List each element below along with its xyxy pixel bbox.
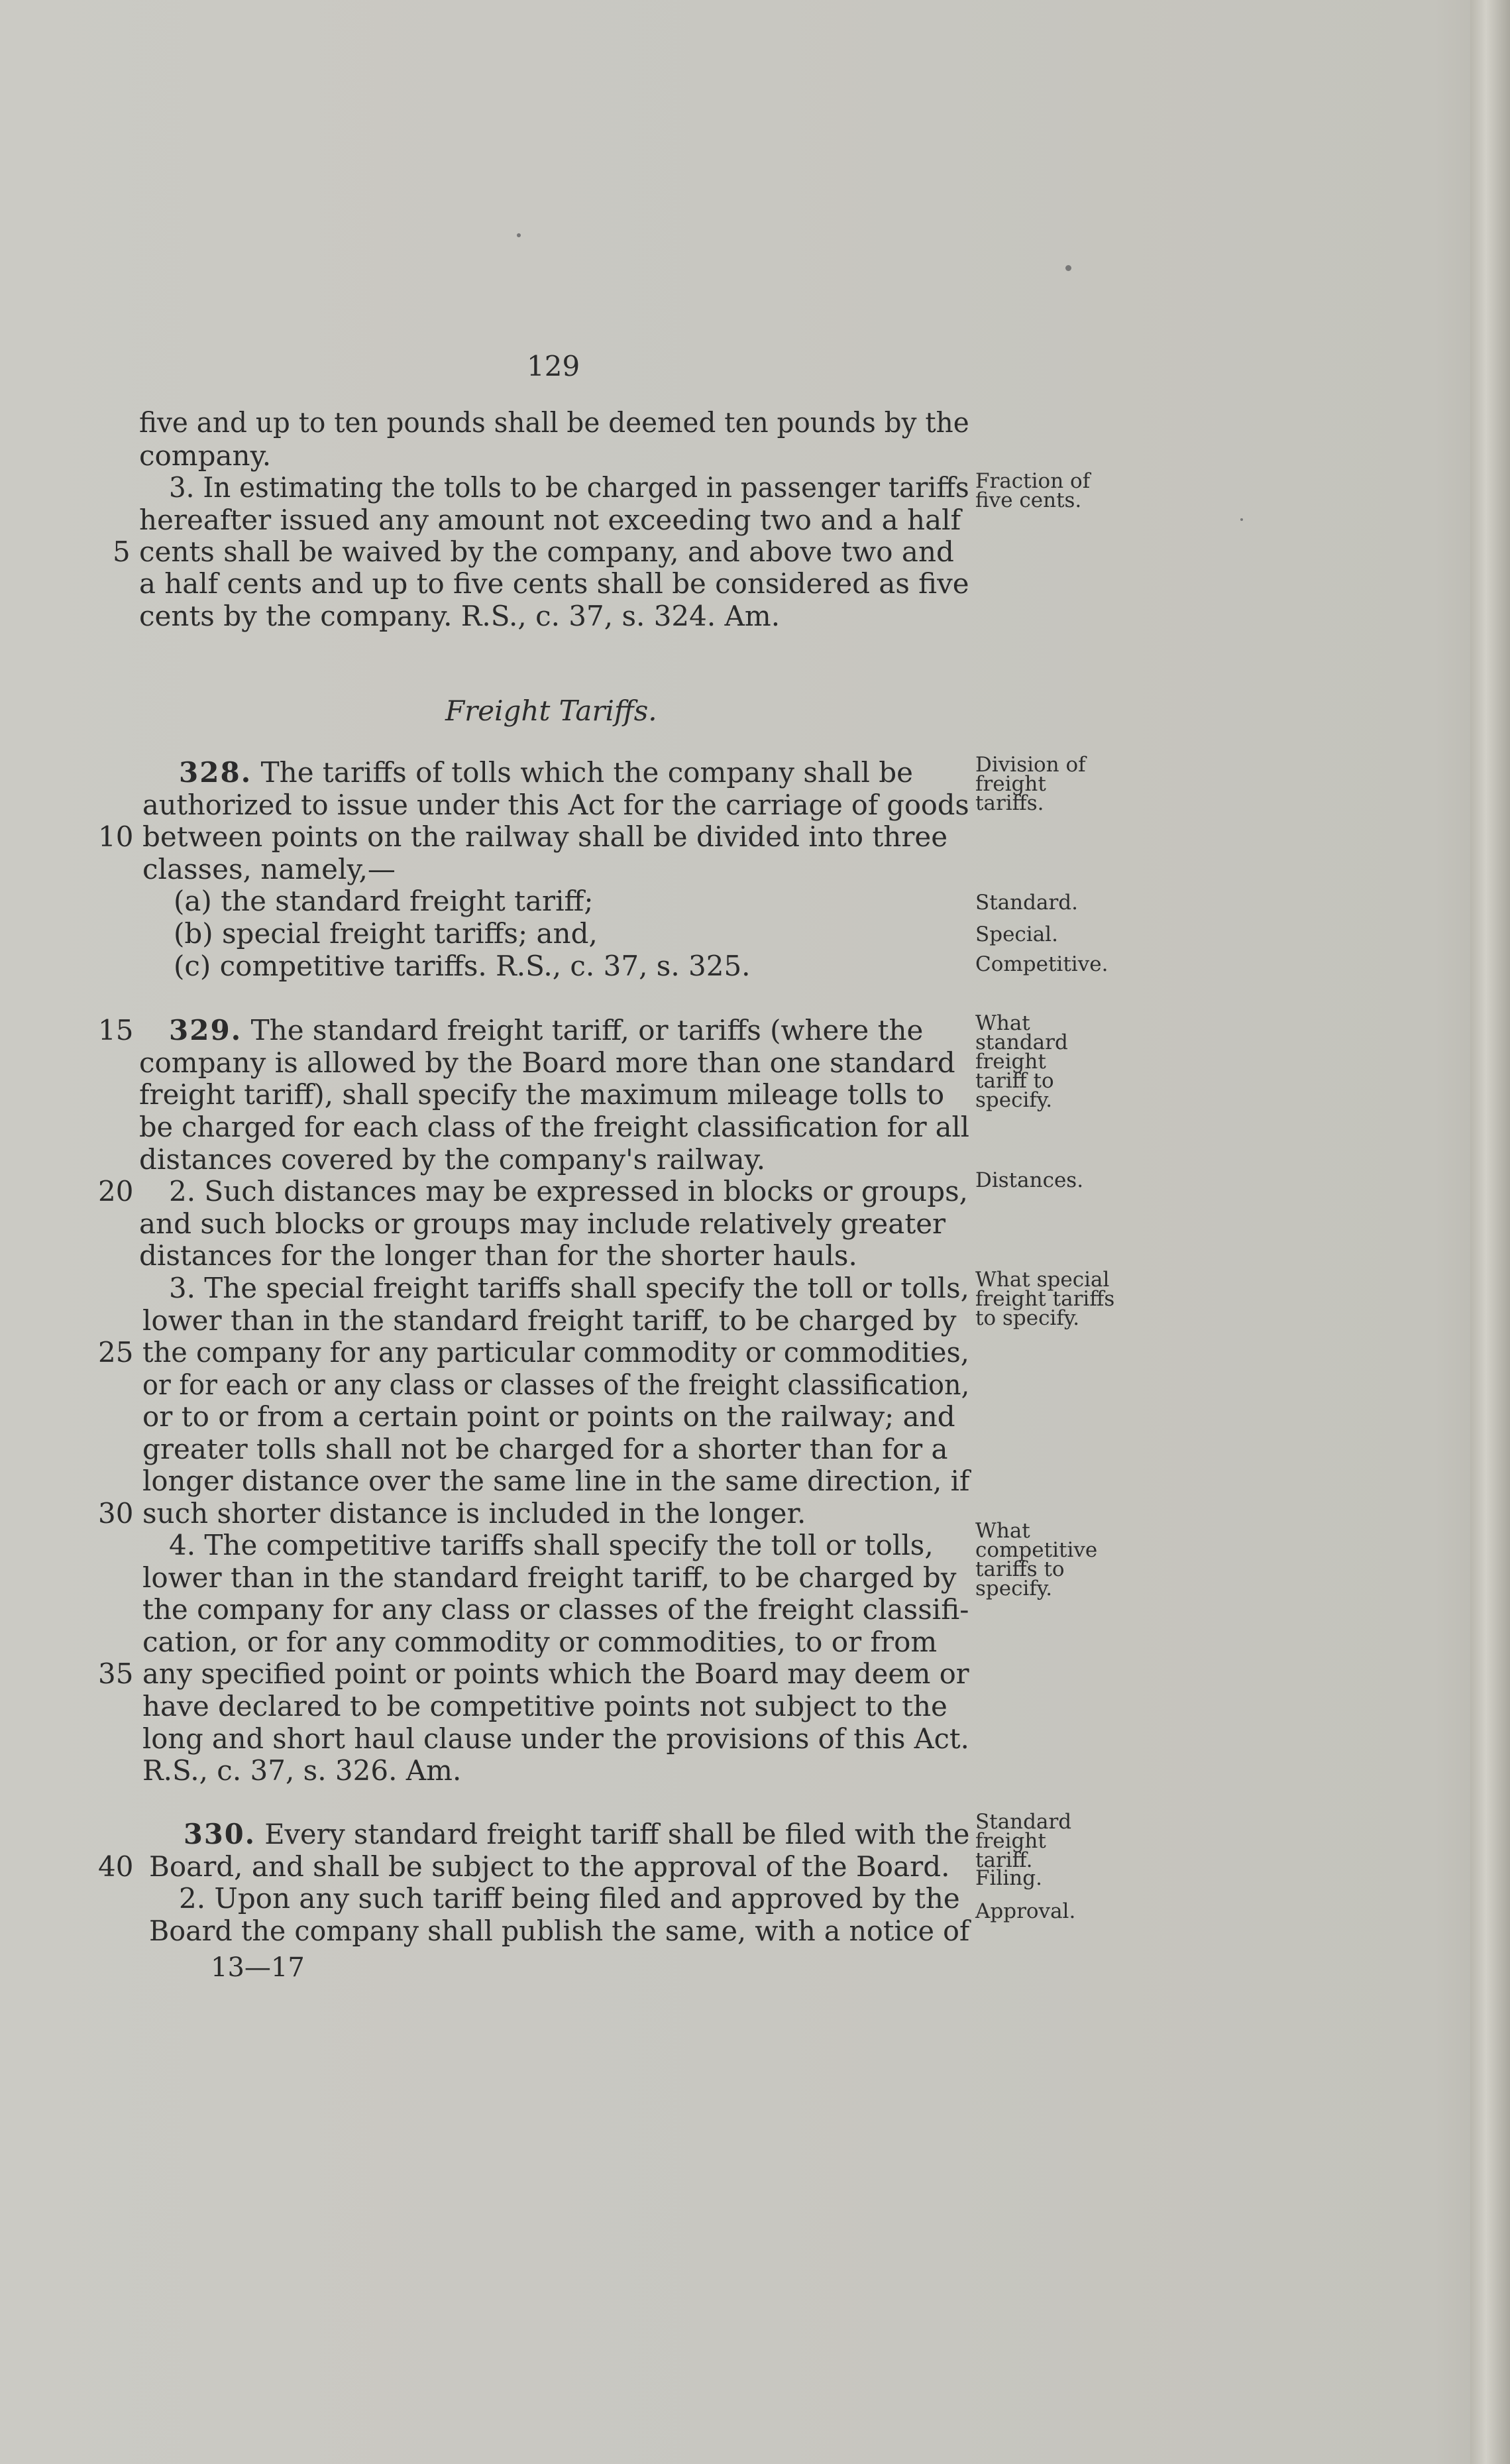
speck [517, 233, 521, 237]
text-line [142, 1402, 969, 1432]
speck [1240, 518, 1243, 521]
margin-note-line: tariff to [975, 1069, 1054, 1093]
text-line [169, 1176, 969, 1207]
section-number: 329. [169, 1014, 243, 1046]
line-text: distances covered by the company's railway. [139, 1143, 766, 1176]
line-text: cents shall be waived by the company, and above two and [139, 535, 954, 568]
line-text: 2. Upon any such tariff being filed and approved by the [179, 1882, 960, 1915]
margin-note-line: specify. [975, 1088, 1053, 1112]
text-line [142, 822, 969, 852]
margin-note [975, 893, 1078, 913]
margin-note-line: standard [975, 1031, 1068, 1054]
line-text: or for each or any class or classes of the freight classification, [142, 1369, 970, 1401]
line-text: company. [139, 439, 272, 472]
text-line [139, 408, 969, 438]
margin-note-line: What [975, 1519, 1030, 1543]
margin-note-line: tariffs to [975, 1557, 1065, 1581]
margin-note [975, 1866, 1042, 1890]
line-text: 2. Such distances may be expressed in blocks or groups, [169, 1175, 969, 1207]
line-text: (a) the standard freight tariff; [174, 885, 594, 917]
line-text: have declared to be competitive points not subject to the [142, 1690, 947, 1722]
line-text: cents by the company. R.S., c. 37, s. 324. Am. [139, 600, 781, 632]
line-number: 5 [113, 535, 131, 568]
line-text: (c) competitive tariffs. R.S., c. 37, s. 325. [174, 950, 751, 982]
line-number: 40 [98, 1850, 134, 1883]
margin-note [975, 1899, 1076, 1923]
text-line [142, 854, 969, 885]
line-number: 15 [98, 1014, 134, 1046]
line-text: hereafter issued any amount not exceeding two and a half [139, 504, 961, 536]
text-line [139, 537, 969, 567]
text-line [149, 1916, 969, 1946]
section-heading: Freight Tariffs. [445, 695, 657, 727]
text-line [142, 1756, 969, 1786]
margin-note-line: freight tariffs [975, 1287, 1115, 1311]
margin-note-line: Fraction of [975, 469, 1091, 493]
margin-note-line: five cents. [975, 488, 1082, 512]
margin-note-line: Competitive. [975, 952, 1108, 976]
margin-note [975, 1519, 1098, 1600]
margin-note [975, 1810, 1072, 1872]
section-number: 328. [179, 756, 252, 789]
text-line [142, 1498, 969, 1529]
text-line [139, 1080, 969, 1110]
text-line [142, 1370, 969, 1400]
margin-note-line: Approval. [975, 1899, 1076, 1923]
line-number: 25 [98, 1336, 134, 1369]
text-line [139, 1048, 969, 1078]
text-line [139, 1241, 969, 1271]
text-line [139, 1145, 969, 1175]
margin-note-line: to specify. [975, 1306, 1080, 1330]
line-text: 3. In estimating the tolls to be charged in passenger tariffs [169, 471, 969, 504]
line-text: such shorter distance is included in the longer. [142, 1497, 806, 1530]
margin-note-line: What [975, 1011, 1030, 1035]
margin-note [975, 753, 1086, 815]
margin-note [975, 1270, 1114, 1328]
margin-note-line: Standard. [975, 891, 1078, 915]
text-line [179, 1883, 969, 1914]
line-text: Every standard freight tariff shall be filed with the [256, 1818, 970, 1850]
line-text: Board the company shall publish the same, with a notice of [149, 1915, 970, 1947]
line-number: 30 [98, 1497, 134, 1530]
speck [1065, 265, 1071, 271]
text-line [139, 1112, 969, 1143]
line-text: the company for any class or classes of the freight classifi- [142, 1593, 969, 1626]
line-text: be charged for each class of the freight classification for all [139, 1111, 969, 1143]
page-footer: 13—17 [211, 1952, 305, 1983]
margin-note-line: Filing. [975, 1866, 1042, 1890]
margin-note-line: freight [975, 772, 1046, 796]
line-number: 35 [98, 1657, 134, 1690]
margin-note-line: Distances. [975, 1168, 1084, 1192]
line-text: greater tolls shall not be charged for a shorter than for a [142, 1433, 948, 1465]
margin-note-line: Division of [975, 753, 1086, 777]
line-text: 4. The competitive tariffs shall specify the toll or tolls, [169, 1529, 934, 1561]
text-line [169, 1530, 969, 1561]
line-text: company is allowed by the Board more than one standard [139, 1046, 955, 1079]
margin-note-line: competitive [975, 1538, 1098, 1562]
text-line [174, 919, 969, 949]
margin-note-line: freight [975, 1829, 1046, 1853]
margin-note [975, 469, 1091, 512]
page-number: 129 [527, 350, 580, 382]
line-text: the company for any particular commodity or commodities, [142, 1336, 969, 1369]
line-text: 3. The special freight tariffs shall specify the toll or tolls, [169, 1272, 969, 1304]
text-line [142, 1659, 969, 1689]
line-text: lower than in the standard freight tariff, to be charged by [142, 1304, 957, 1337]
line-text: longer distance over the same line in the same direction, if [142, 1465, 970, 1497]
line-text: any specified point or points which the Board may deem or [142, 1657, 969, 1690]
text-line [142, 1466, 969, 1496]
text-line [139, 1209, 969, 1239]
line-text: (b) special freight tariffs; and, [174, 917, 598, 950]
margin-note [975, 925, 1058, 944]
line-text: or to or from a certain point or points on the railway; and [142, 1400, 955, 1433]
line-text: R.S., c. 37, s. 326. Am. [142, 1754, 462, 1787]
line-text: between points on the railway shall be divided into three [142, 820, 948, 853]
text-line [169, 1273, 969, 1304]
line-number: 20 [98, 1175, 134, 1207]
margin-note [975, 952, 1108, 976]
text-line [149, 1852, 969, 1882]
text-line [139, 441, 969, 471]
margin-note-line: Standard [975, 1810, 1072, 1834]
line-text: The tariffs of tolls which the company shall be [252, 756, 913, 789]
text-line [174, 951, 969, 981]
line-text: cation, or for any commodity or commodities, to or from [142, 1626, 938, 1658]
line-text: authorized to issue under this Act for the carriage of goods [142, 789, 969, 821]
margin-note [975, 1168, 1084, 1192]
margin-note-line: Special. [975, 923, 1058, 946]
line-text: long and short haul clause under the provisions of this Act. [142, 1722, 969, 1755]
text-line [139, 569, 969, 599]
line-text: lower than in the standard freight tariff, to be charged by [142, 1561, 957, 1594]
line-number: 10 [98, 820, 134, 853]
page-edge [1470, 0, 1510, 2464]
section-number: 330. [184, 1818, 256, 1850]
margin-note [975, 1011, 1068, 1112]
margin-note-line: freight [975, 1050, 1046, 1074]
text-line [142, 1434, 969, 1465]
margin-note-line: What special [975, 1268, 1110, 1292]
margin-note-line: tariff. [975, 1848, 1033, 1872]
line-text: five and up to ten pounds shall be deemed ten pounds by the [139, 406, 969, 439]
text-line [174, 886, 969, 917]
line-text: a half cents and up to five cents shall be considered as five [139, 567, 969, 600]
text-line [142, 1724, 969, 1754]
text-line [139, 601, 969, 632]
text-line [142, 1337, 969, 1368]
margin-note-line: tariffs. [975, 791, 1044, 815]
line-text: Board, and shall be subject to the approval of the Board. [149, 1850, 950, 1883]
text-line [142, 1691, 969, 1722]
text-line [169, 1015, 969, 1046]
margin-note-line: specify. [975, 1577, 1053, 1600]
text-line [142, 1595, 969, 1625]
text-line [142, 790, 969, 820]
text-line [184, 1819, 969, 1850]
text-line [142, 1627, 969, 1657]
line-text: classes, namely,— [142, 853, 396, 885]
line-text: freight tariff), shall specify the maximum mileage tolls to [139, 1078, 945, 1111]
text-line [142, 1563, 969, 1593]
line-text: distances for the longer than for the shorter hauls. [139, 1239, 857, 1272]
line-text: The standard freight tariff, or tariffs (where the [242, 1014, 924, 1046]
text-line [179, 757, 969, 788]
line-text: and such blocks or groups may include relatively greater [139, 1207, 946, 1240]
text-line [139, 505, 969, 535]
text-line [169, 473, 969, 503]
text-line [142, 1306, 969, 1336]
